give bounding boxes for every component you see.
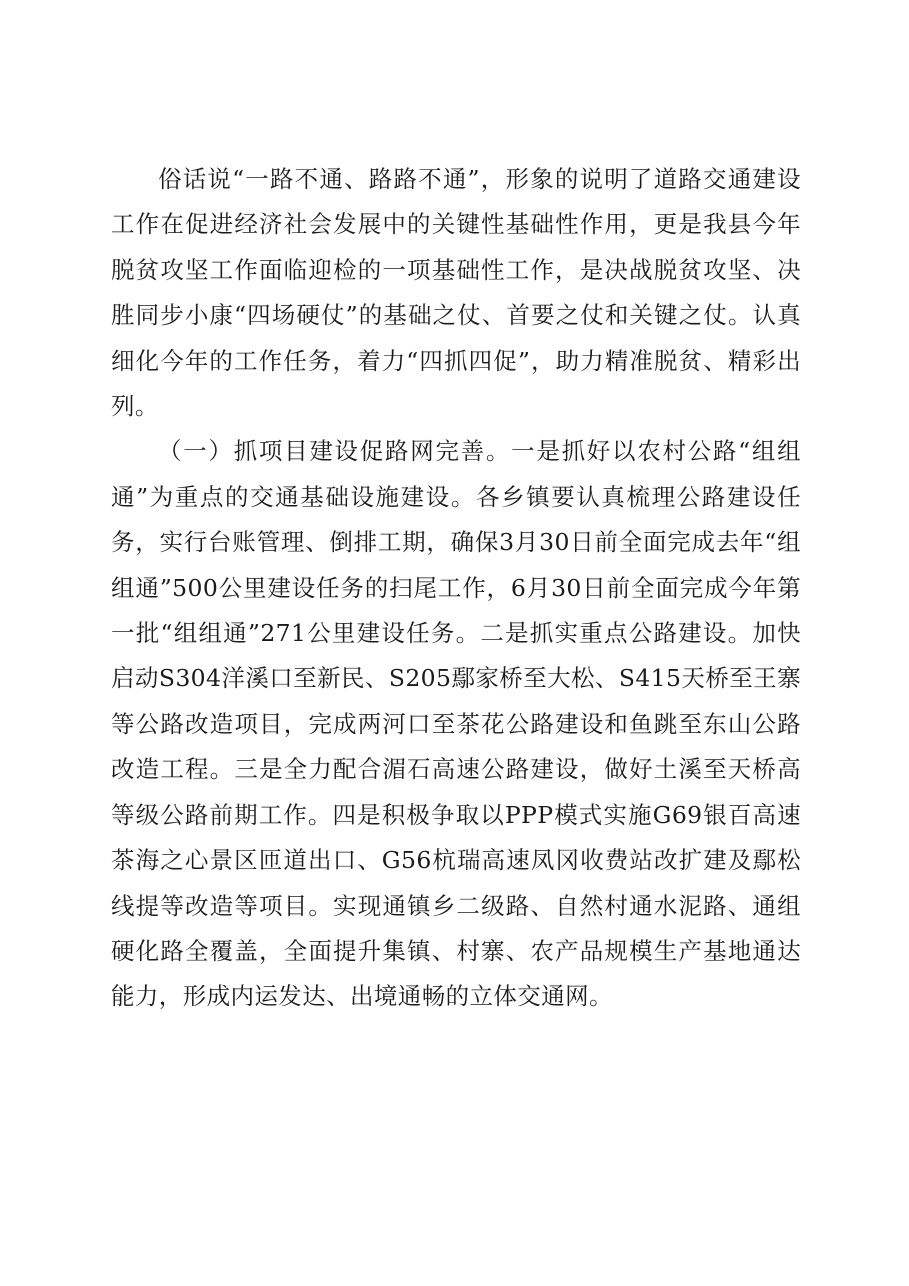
text-line: 县今年脱贫攻坚工作面临迎检的一项基础性工作，是决战脱贫	[111, 210, 802, 284]
text-line: 畅的立体交通网。	[421, 982, 613, 1011]
text-line: 键之仗。认真细化今年的工作任务，着力“四抓四促”，助力	[111, 301, 801, 375]
text-line: 建设，做好土溪至天桥高等级公路前期工作。四是积极争取以	[111, 755, 801, 829]
document-body	[111, 157, 801, 1020]
paragraph-intro	[111, 157, 801, 429]
text-line: 建设和鱼跳至东山公路改造工程。三是全力配合湄石高速公路	[111, 709, 802, 784]
text-line: 面完成今年第一批“组组通”271公里建设任务。二是抓实重	[111, 573, 801, 648]
text-line: 去年“组组通”500公里建设任务的扫尾工作，6月30日前全	[111, 528, 801, 602]
text-line: 组通”为重点的交通基础设施建设。各乡镇要认真梳理公路建	[111, 437, 801, 511]
text-line: 点公路建设。加快启动S304洋溪口至新民、S205鄢家桥至大	[111, 619, 802, 693]
text-line: 速凤冈收费站改扩建及鄢松线提等改造等项目。实现通镇乡二	[111, 846, 801, 920]
text-line: 村寨、农产品规模生产基地通达能力，形成内运发达、出境通	[111, 936, 801, 1011]
text-line: PPP模式实施G69银百高速茶海之心景区匝道出口、G56杭瑞高	[111, 800, 801, 875]
text-line: 松、S415天桥至王寨等公路改造项目，完成两河口至茶花公路	[111, 664, 801, 738]
text-line: 攻坚、决胜同步小康“四场硬仗”的基础之仗、首要之仗和关	[111, 255, 801, 330]
text-line: 精准脱贫、精彩出列。	[111, 346, 801, 421]
text-line: 级路、自然村通水泥路、通组硬化路全覆盖，全面提升集镇、	[111, 891, 802, 965]
text-line: 建设工作在促进经济社会发展中的关键性基础性作用，更是我	[111, 165, 801, 239]
text-line: （一）抓项目建设促路网完善。一是抓好以农村公路“组	[158, 437, 778, 466]
text-line: 俗话说“一路不通、路路不通”，形象的说明了道路交通	[158, 165, 753, 193]
paragraph-section-one	[111, 429, 801, 1019]
text-line: 设任务，实行台账管理、倒排工期，确保3月30日前全面完成	[111, 482, 801, 557]
